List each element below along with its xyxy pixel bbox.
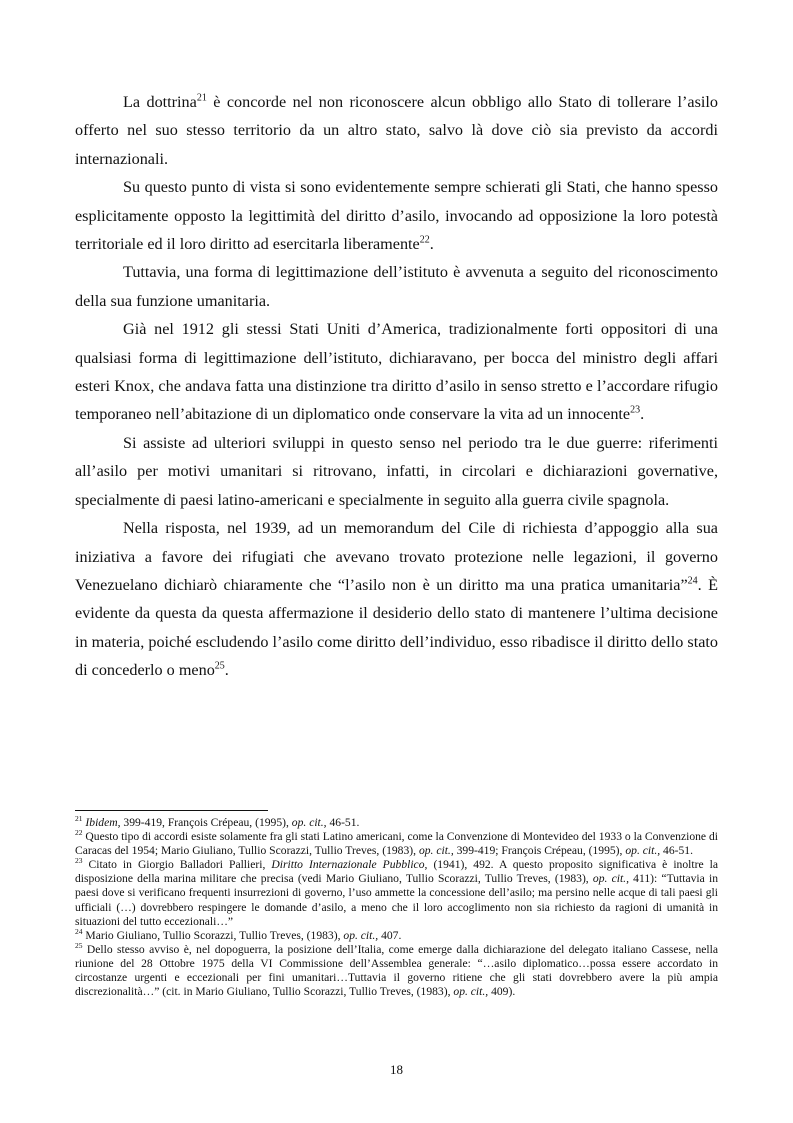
footnote xyxy=(75,940,718,999)
text-run: . xyxy=(640,405,645,424)
paragraph xyxy=(75,315,718,429)
body-text xyxy=(75,88,718,685)
text-run: Questo tipo di accordi esiste solamente fra gli stati Latino americani, come la Convenzione di Montevideo del 1933 o la Convenzione di Caracas del 1954; Mario Giuliano, Tullio Scorazzi, Tullio Treves, (1983), xyxy=(75,830,718,858)
text-run: . È evidente da questa da questa affermazione il desiderio dello stato di mantenere l’ultima decisione in materia, poiché escludendo l’asilo come diritto dell’individuo, esso ribadisce il diritto dello stato di concederlo o meno xyxy=(75,575,719,680)
paragraph xyxy=(75,514,718,684)
text-run: . xyxy=(224,661,229,680)
footnote-separator xyxy=(75,810,268,811)
text-run: Dello stesso avviso è, nel dopoguerra, la posizione dell’Italia, come emerge dalla dichiarazione del delegato italiano Cassese, nella riunione del 28 Ottobre 1975 della VI Commissione dell’Assemblea generale: “…asilo diplomatico…possa essere accordato in circostanze urgenti e eccezionali per fini umanitari…Tuttavia il governo ritiene che gli stati dovrebbero avere la più ampia discrezionalità…” (cit. in Mario Giuliano, Tullio Scorazzi, Tullio Treves, (1983), xyxy=(75,942,718,999)
paragraph xyxy=(75,258,718,315)
paragraph xyxy=(75,88,718,173)
italic-text: Ibidem, xyxy=(85,816,121,829)
text-run: La dottrina xyxy=(123,93,197,111)
italic-text: Diritto Internazionale Pubblico xyxy=(271,858,425,872)
italic-text: op. cit., xyxy=(343,928,379,942)
footnote-ref: 22 xyxy=(75,828,83,838)
text-run: Citato in Giorgio Balladori Pallieri, xyxy=(82,858,272,872)
italic-text: op. cit., xyxy=(453,985,489,999)
italic-text: op. cit., xyxy=(625,844,661,858)
footnote xyxy=(75,816,718,830)
text-run: 399-419; François Crépeau, (1995), xyxy=(453,844,626,858)
footnote-ref: 21 xyxy=(196,92,207,104)
italic-text: op. cit., xyxy=(291,816,327,829)
text-run: 399-419, François Crépeau, (1995), xyxy=(120,816,292,829)
footnote-ref: 24 xyxy=(75,926,83,936)
footnote-ref: 23 xyxy=(75,856,83,866)
text-run: Si assiste ad ulteriori sviluppi in questo senso nel periodo tra le due guerre: riferimenti all’asilo per motivi umanitari si ritrovano, infatti, in circolari e dichiarazioni governative, specialmente di paesi latino-americani e specialmente in seguito alla guerra civile spagnola. xyxy=(75,433,718,509)
text-run: 409). xyxy=(488,985,516,999)
paragraph xyxy=(75,429,718,514)
italic-text: op. cit., xyxy=(418,844,454,858)
text-run: 411): “Tuttavia in paesi dove si verificano frequenti insurrezioni di governo, l’uso ammette la concessione dell’asilo; ma persino nelle acque di tali paesi gli ufficiali (…) dovrebbero respingere le domande d’asilo, a meno che il loro accoglimento non sia richiesto da ragioni di umanità in situazioni del tutto eccezionali…” xyxy=(75,872,718,928)
footnote-ref: 24 xyxy=(687,575,698,587)
paragraph xyxy=(75,173,718,258)
footnote xyxy=(75,858,718,928)
text-run: Tuttavia, una forma di legittimazione dell’istituto è avvenuta a seguito del riconoscimento della sua funzione umanitaria. xyxy=(75,263,718,310)
text-run: è concorde nel non riconoscere alcun obbligo allo Stato di tollerare l’asilo offerto nel suo stesso territorio da un altro stato, salvo là dove ciò sia previsto da accordi internazionali. xyxy=(75,93,719,168)
text-run: , (1941), 492. A questo proposito significativa è inoltre la disposizione della marina militare che precisa (vedi Mario Giuliano, Tullio Scorazzi, Tullio Treves, (1983), xyxy=(75,858,718,886)
text-run: 46-51. xyxy=(326,816,360,829)
text-run: Già nel 1912 gli stessi Stati Uniti d’America, tradizionalmente forti oppositori di una qualsiasi forma di legittimazione dell’istituto, dichiaravano, per bocca del ministro degli affari esteri Knox, che andava fatta una distinzione tra diritto d’asilo in senso stretto e l’accordare rifugio temporaneo nell’abitazione di un diplomatico onde conservare la vita ad un innocente xyxy=(75,320,718,424)
text-run: . xyxy=(429,235,434,254)
text-run: 46-51. xyxy=(660,844,693,858)
text-run: Su questo punto di vista si sono evidentemente sempre schierati gli Stati, che hanno spesso esplicitamente opposto la legittimità del diritto d’asilo, invocando ad opposizione la loro potestà territoriale ed il loro diritto ad esercitarla liberamente xyxy=(75,178,718,254)
footnote-ref: 25 xyxy=(75,940,83,950)
footnote-ref: 25 xyxy=(214,660,225,672)
footnote-ref: 23 xyxy=(630,405,641,417)
footnote xyxy=(75,926,718,943)
footnote xyxy=(75,830,718,858)
page-number: 18 xyxy=(390,1062,403,1077)
text-run: Nella risposta, nel 1939, ad un memorandum del Cile di richiesta d’appoggio alla sua iniziativa a favore dei rifugiati che avevano trovato protezione nelle legazioni, il governo Venezuelano dichiarò chiaramente che “l’asilo non è un diritto ma una pratica umanitaria” xyxy=(75,519,718,594)
footnotes xyxy=(75,816,718,999)
text-run: Mario Giuliano, Tullio Scorazzi, Tullio Treves, (1983), xyxy=(82,928,344,942)
italic-text: op. cit., xyxy=(592,872,629,886)
footnote-ref: 21 xyxy=(75,814,83,824)
text-run: 407. xyxy=(378,928,402,942)
footnote-ref: 22 xyxy=(419,234,430,246)
